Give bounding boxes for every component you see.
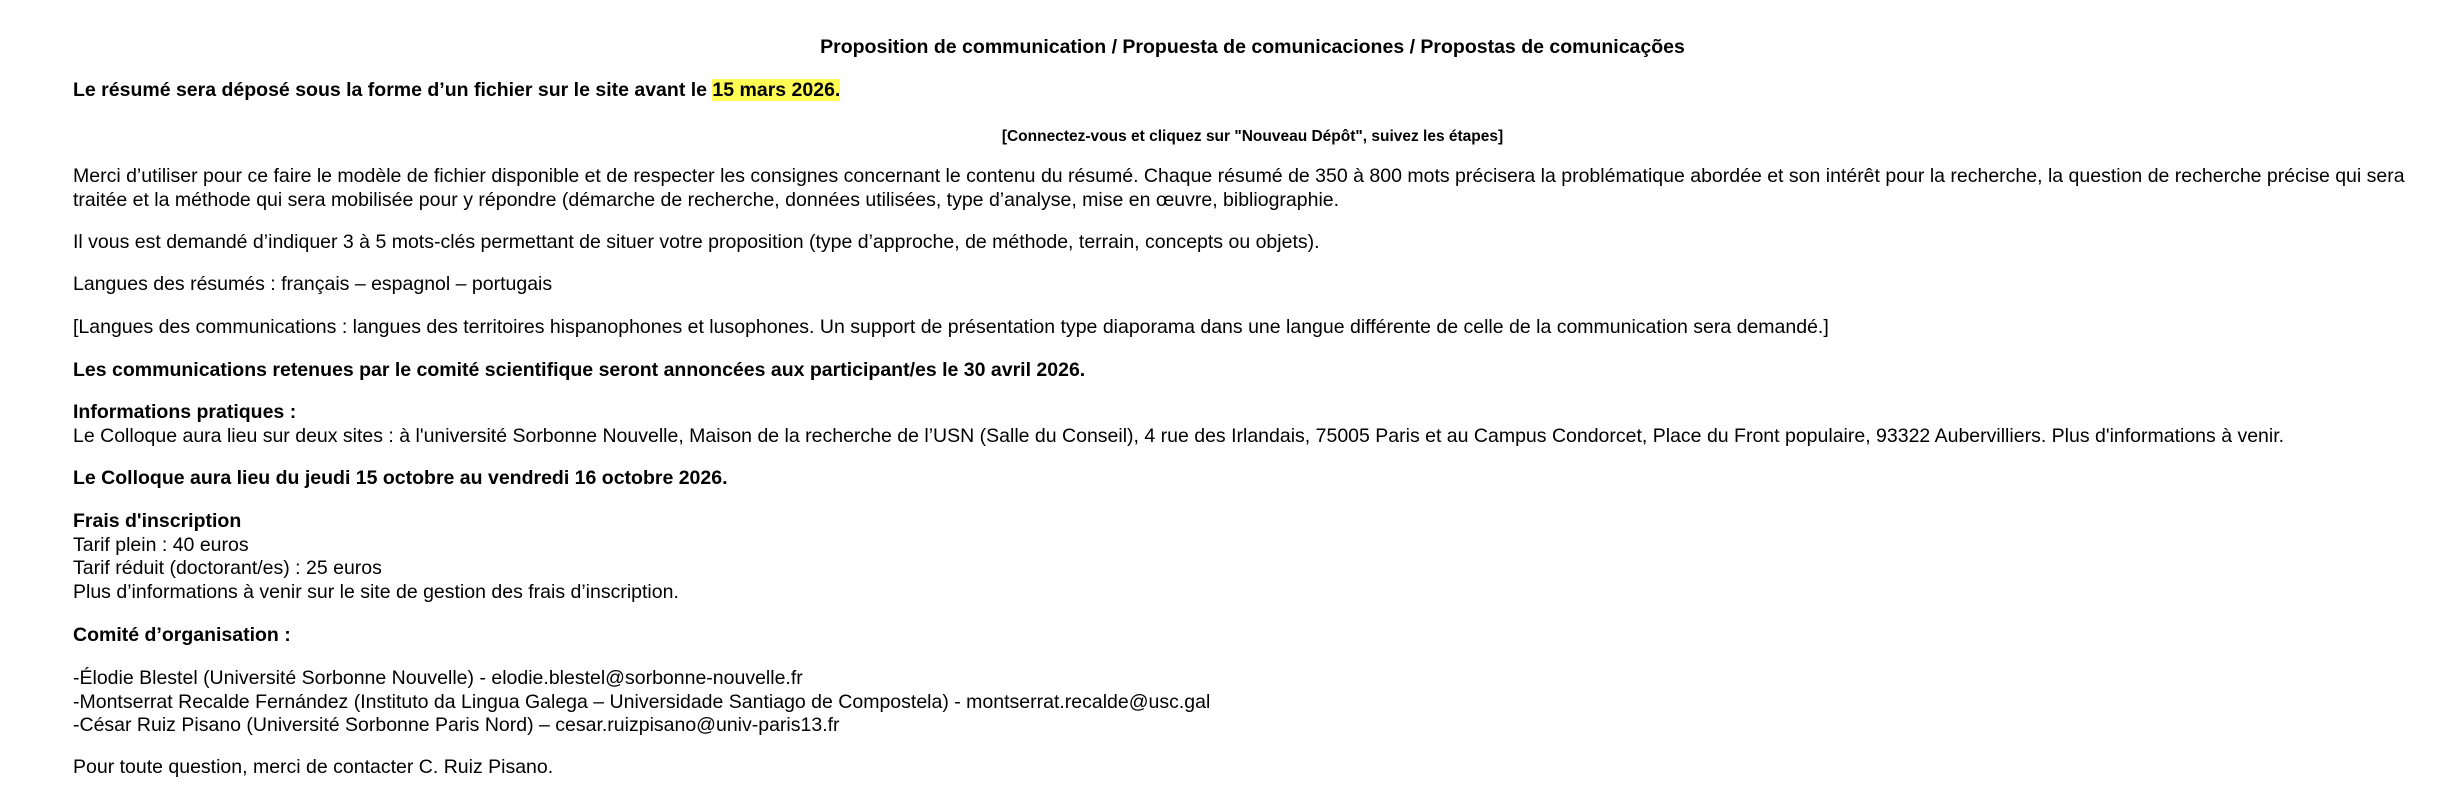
deadline-paragraph [73,79,2460,103]
committee-heading: Comité d’organisation : [73,624,291,646]
page-title: Proposition de communication / Propuesta de comunicaciones / Propostas de comunicações [820,36,1685,58]
practical-info-section [73,401,2460,448]
contact-paragraph: Pour toute question, merci de contacter C. Ruiz Pisano. [73,756,554,778]
summary-languages-paragraph: Langues des résumés : français – espagnol – portugais [73,273,553,295]
submission-instruction: [Connectez-vous et cliquez sur "Nouveau Dépôt", suivez les étapes] [1001,128,1504,145]
deadline-prefix: Le résumé sera déposé sous la forme d’un fichier sur le site avant le [73,79,713,101]
template-instructions-paragraph: Merci d’utiliser pour ce faire le modèle de fichier disponible et de respecter les consignes concernant le contenu du résumé. Chaque résumé de 350 à 800 mots précisera la problématique abordée et son intérêt pour la recherche, la question de recherche précise qui sera traitée et la méthode qui sera mobilisée pour y répondre (démarche de recherche, données utilisées, type d’analyse, mise en œuvre, bibliographie. [73,165,2405,211]
keywords-paragraph: Il vous est demandé d’indiquer 3 à 5 mots-clés permettant de situer votre proposition (type d’approche, de méthode, terrain, concepts ou objets). [73,231,1320,253]
fee-more-info: Plus d’informations à venir sur le site de gestion des frais d’inscription. [73,580,679,603]
committee-member: -Élodie Blestel (Université Sorbonne Nouvelle) - elodie.blestel@sorbonne-nouvelle.fr [73,667,803,689]
fees-heading: Frais d'inscription [73,510,242,532]
committee-member: -César Ruiz Pisano (Université Sorbonne Paris Nord) – cesar.ruizpisano@univ-paris13.fr [73,714,840,736]
committee-member: -Montserrat Recalde Fernández (Instituto da Lingua Galega – Universidade Santiago de Compostela) - montserrat.recalde@usc.gal [73,690,1211,713]
practical-info-text: Le Colloque aura lieu sur deux sites : à l'université Sorbonne Nouvelle, Maison de la recherche de l’USN (Salle du Conseil), 4 rue des Irlandais, 75005 Paris et au Campus Condorcet, Place du Front populaire, 93322 Aubervilliers. Plus d'informations à venir. [73,424,2285,447]
deadline-date-highlight: 15 mars 2026. [712,79,841,101]
communication-languages-paragraph: [Langues des communications : langues des territoires hispanophones et lusophones. Un support de présentation type diaporama dans une langue différente de celle de la communication sera demandé.] [73,316,1829,338]
registration-fees-section [73,510,2460,604]
fee-reduced-rate: Tarif réduit (doctorant/es) : 25 euros [73,557,382,579]
announcement-paragraph: Les communications retenues par le comité scientifique seront annoncées aux participant/es le 30 avril 2026. [73,359,1086,381]
committee-members-list [73,667,2460,738]
fee-full-rate: Tarif plein : 40 euros [73,533,249,556]
practical-info-heading: Informations pratiques : [73,401,297,423]
colloquium-dates-paragraph: Le Colloque aura lieu du jeudi 15 octobre au vendredi 16 octobre 2026. [73,467,728,489]
